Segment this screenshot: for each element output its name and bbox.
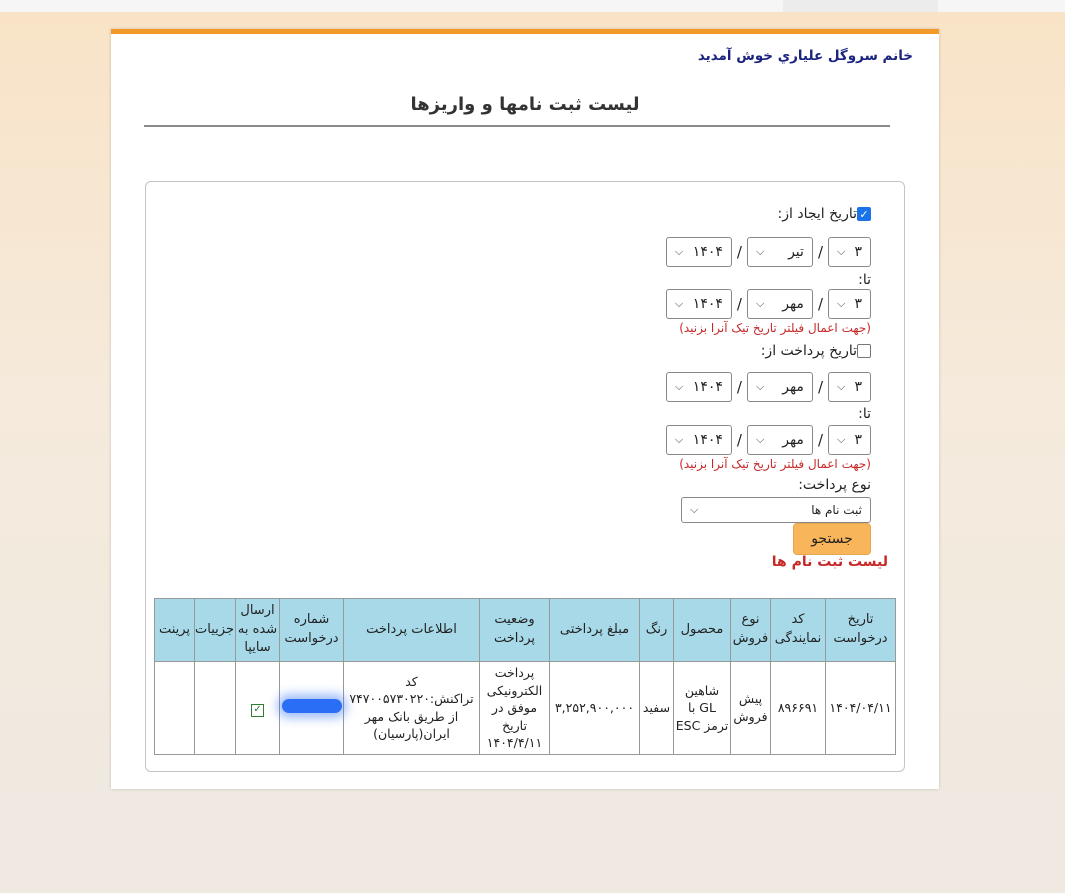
cell-sale-type: پیش فروش — [731, 662, 771, 755]
col-payment-status: وضعیت پرداخت — [480, 599, 550, 662]
cell-payment-status: پرداخت الکترونیکی موفق در تاریخ ۱۴۰۴/۴/۱۱ — [480, 662, 550, 755]
date-separator: / — [817, 378, 823, 396]
payment-type-label: نوع پرداخت: — [798, 477, 871, 493]
creation-date-label: تاریخ ایجاد از: — [777, 206, 857, 222]
creation-date-row — [778, 206, 871, 222]
creation-from-year-select[interactable]: ۱۴۰۴ ⌵ — [666, 237, 732, 267]
registrations-table — [154, 598, 896, 755]
col-product: محصول — [674, 599, 731, 662]
col-details: جزییات — [195, 599, 236, 662]
col-agent-code: کد نمایندگی — [771, 599, 826, 662]
payment-to-month-select[interactable]: مهر ⌵ — [747, 425, 813, 455]
list-title: لیست ثبت نام ها — [771, 554, 888, 570]
chevron-down-icon: ⌵ — [755, 380, 765, 393]
cell-payment-info: کد تراکنش:۷۴۷۰۰۵۷۳۰۲۲۰ از طریق بانک مهر ایران(پارسیان) — [344, 662, 480, 755]
date-separator: / — [817, 243, 823, 261]
payment-to-row — [666, 425, 871, 455]
payment-from-row — [666, 372, 871, 402]
chevron-down-icon: ⌵ — [837, 380, 846, 393]
chevron-down-icon: ⌵ — [674, 297, 684, 310]
checkbox-checked-icon: ✓ — [251, 704, 264, 717]
chevron-down-icon: ⌵ — [674, 380, 684, 393]
payment-to-day-select[interactable]: ۳ ⌵ — [828, 425, 871, 455]
redacted-request-number — [282, 699, 342, 713]
date-separator: / — [736, 378, 742, 396]
browser-top-strip — [0, 0, 1065, 12]
col-color: رنگ — [640, 599, 674, 662]
table-row[interactable] — [155, 662, 896, 755]
col-sale-type: نوع فروش — [731, 599, 771, 662]
chevron-down-icon: ⌵ — [755, 297, 765, 310]
payment-date-checkbox[interactable] — [857, 344, 871, 358]
cell-agent-code: ۸۹۶۶۹۱ — [771, 662, 826, 755]
creation-date-checkbox[interactable] — [857, 207, 871, 221]
payment-to-year-select[interactable]: ۱۴۰۴ ⌵ — [666, 425, 732, 455]
cell-amount: ۳,۲۵۲,۹۰۰,۰۰۰ — [550, 662, 640, 755]
chevron-down-icon: ⌵ — [755, 245, 765, 258]
title-divider — [144, 125, 890, 127]
chevron-down-icon: ⌵ — [755, 433, 765, 446]
col-request-number: شماره درخواست — [280, 599, 344, 662]
col-print: پرینت — [155, 599, 195, 662]
table-header-row — [155, 599, 896, 662]
chevron-down-icon: ⌵ — [837, 245, 846, 258]
cell-request-date: ۱۴۰۴/۰۴/۱۱ — [826, 662, 896, 755]
payment-date-hint: (جهت اعمال فیلتر تاریخ تیک آنرا بزنید) — [679, 457, 871, 471]
chevron-down-icon: ⌵ — [674, 433, 684, 446]
welcome-message: خانم سروگل علياري خوش آمديد — [697, 48, 913, 64]
date-separator: / — [736, 243, 742, 261]
creation-from-month-select[interactable]: تیر ⌵ — [747, 237, 813, 267]
creation-to-day-select[interactable]: ۳ ⌵ — [828, 289, 871, 319]
col-payment-info: اطلاعات پرداخت — [344, 599, 480, 662]
cell-sent-to-saipa — [236, 662, 280, 755]
payment-from-month-select[interactable]: مهر ⌵ — [747, 372, 813, 402]
cell-details[interactable] — [195, 662, 236, 755]
payment-date-label: تاریخ پرداخت از: — [760, 343, 857, 359]
date-separator: / — [736, 295, 742, 313]
chevron-down-icon: ⌵ — [837, 433, 846, 446]
date-separator: / — [736, 431, 742, 449]
col-amount: مبلغ پرداختی — [550, 599, 640, 662]
cell-color: سفید — [640, 662, 674, 755]
check-icon: ✓ — [859, 207, 869, 221]
creation-from-row — [666, 237, 871, 267]
date-separator: / — [817, 431, 823, 449]
cell-request-number[interactable] — [280, 662, 344, 755]
creation-to-year-select[interactable]: ۱۴۰۴ ⌵ — [666, 289, 732, 319]
creation-to-month-select[interactable]: مهر ⌵ — [747, 289, 813, 319]
payment-to-label: تا: — [858, 406, 871, 422]
payment-type-row — [681, 497, 871, 523]
payment-from-year-select[interactable]: ۱۴۰۴ ⌵ — [666, 372, 732, 402]
search-button[interactable]: جستجو — [793, 523, 871, 555]
payment-type-select[interactable]: ثبت نام ها ⌵ — [681, 497, 871, 523]
cell-print[interactable] — [155, 662, 195, 755]
cell-product: شاهین GL با ترمز ESC — [674, 662, 731, 755]
col-sent-to-saipa: ارسال شده به سایپا — [236, 599, 280, 662]
chevron-down-icon: ⌵ — [674, 245, 684, 258]
creation-date-hint: (جهت اعمال فیلتر تاریخ تیک آنرا بزنید) — [679, 321, 871, 335]
payment-from-day-select[interactable]: ۳ ⌵ — [828, 372, 871, 402]
search-panel — [145, 181, 905, 772]
creation-to-row — [666, 289, 871, 319]
page-title: لیست ثبت نامها و واریزها — [410, 94, 640, 115]
chevron-down-icon: ⌵ — [690, 503, 699, 516]
main-card — [111, 29, 939, 789]
col-request-date: تاریخ درخواست — [826, 599, 896, 662]
creation-to-label: تا: — [858, 272, 871, 288]
payment-date-row — [761, 343, 871, 359]
date-separator: / — [817, 295, 823, 313]
chevron-down-icon: ⌵ — [837, 297, 846, 310]
creation-from-day-select[interactable]: ۳ ⌵ — [828, 237, 871, 267]
browser-tab-area — [783, 0, 938, 12]
